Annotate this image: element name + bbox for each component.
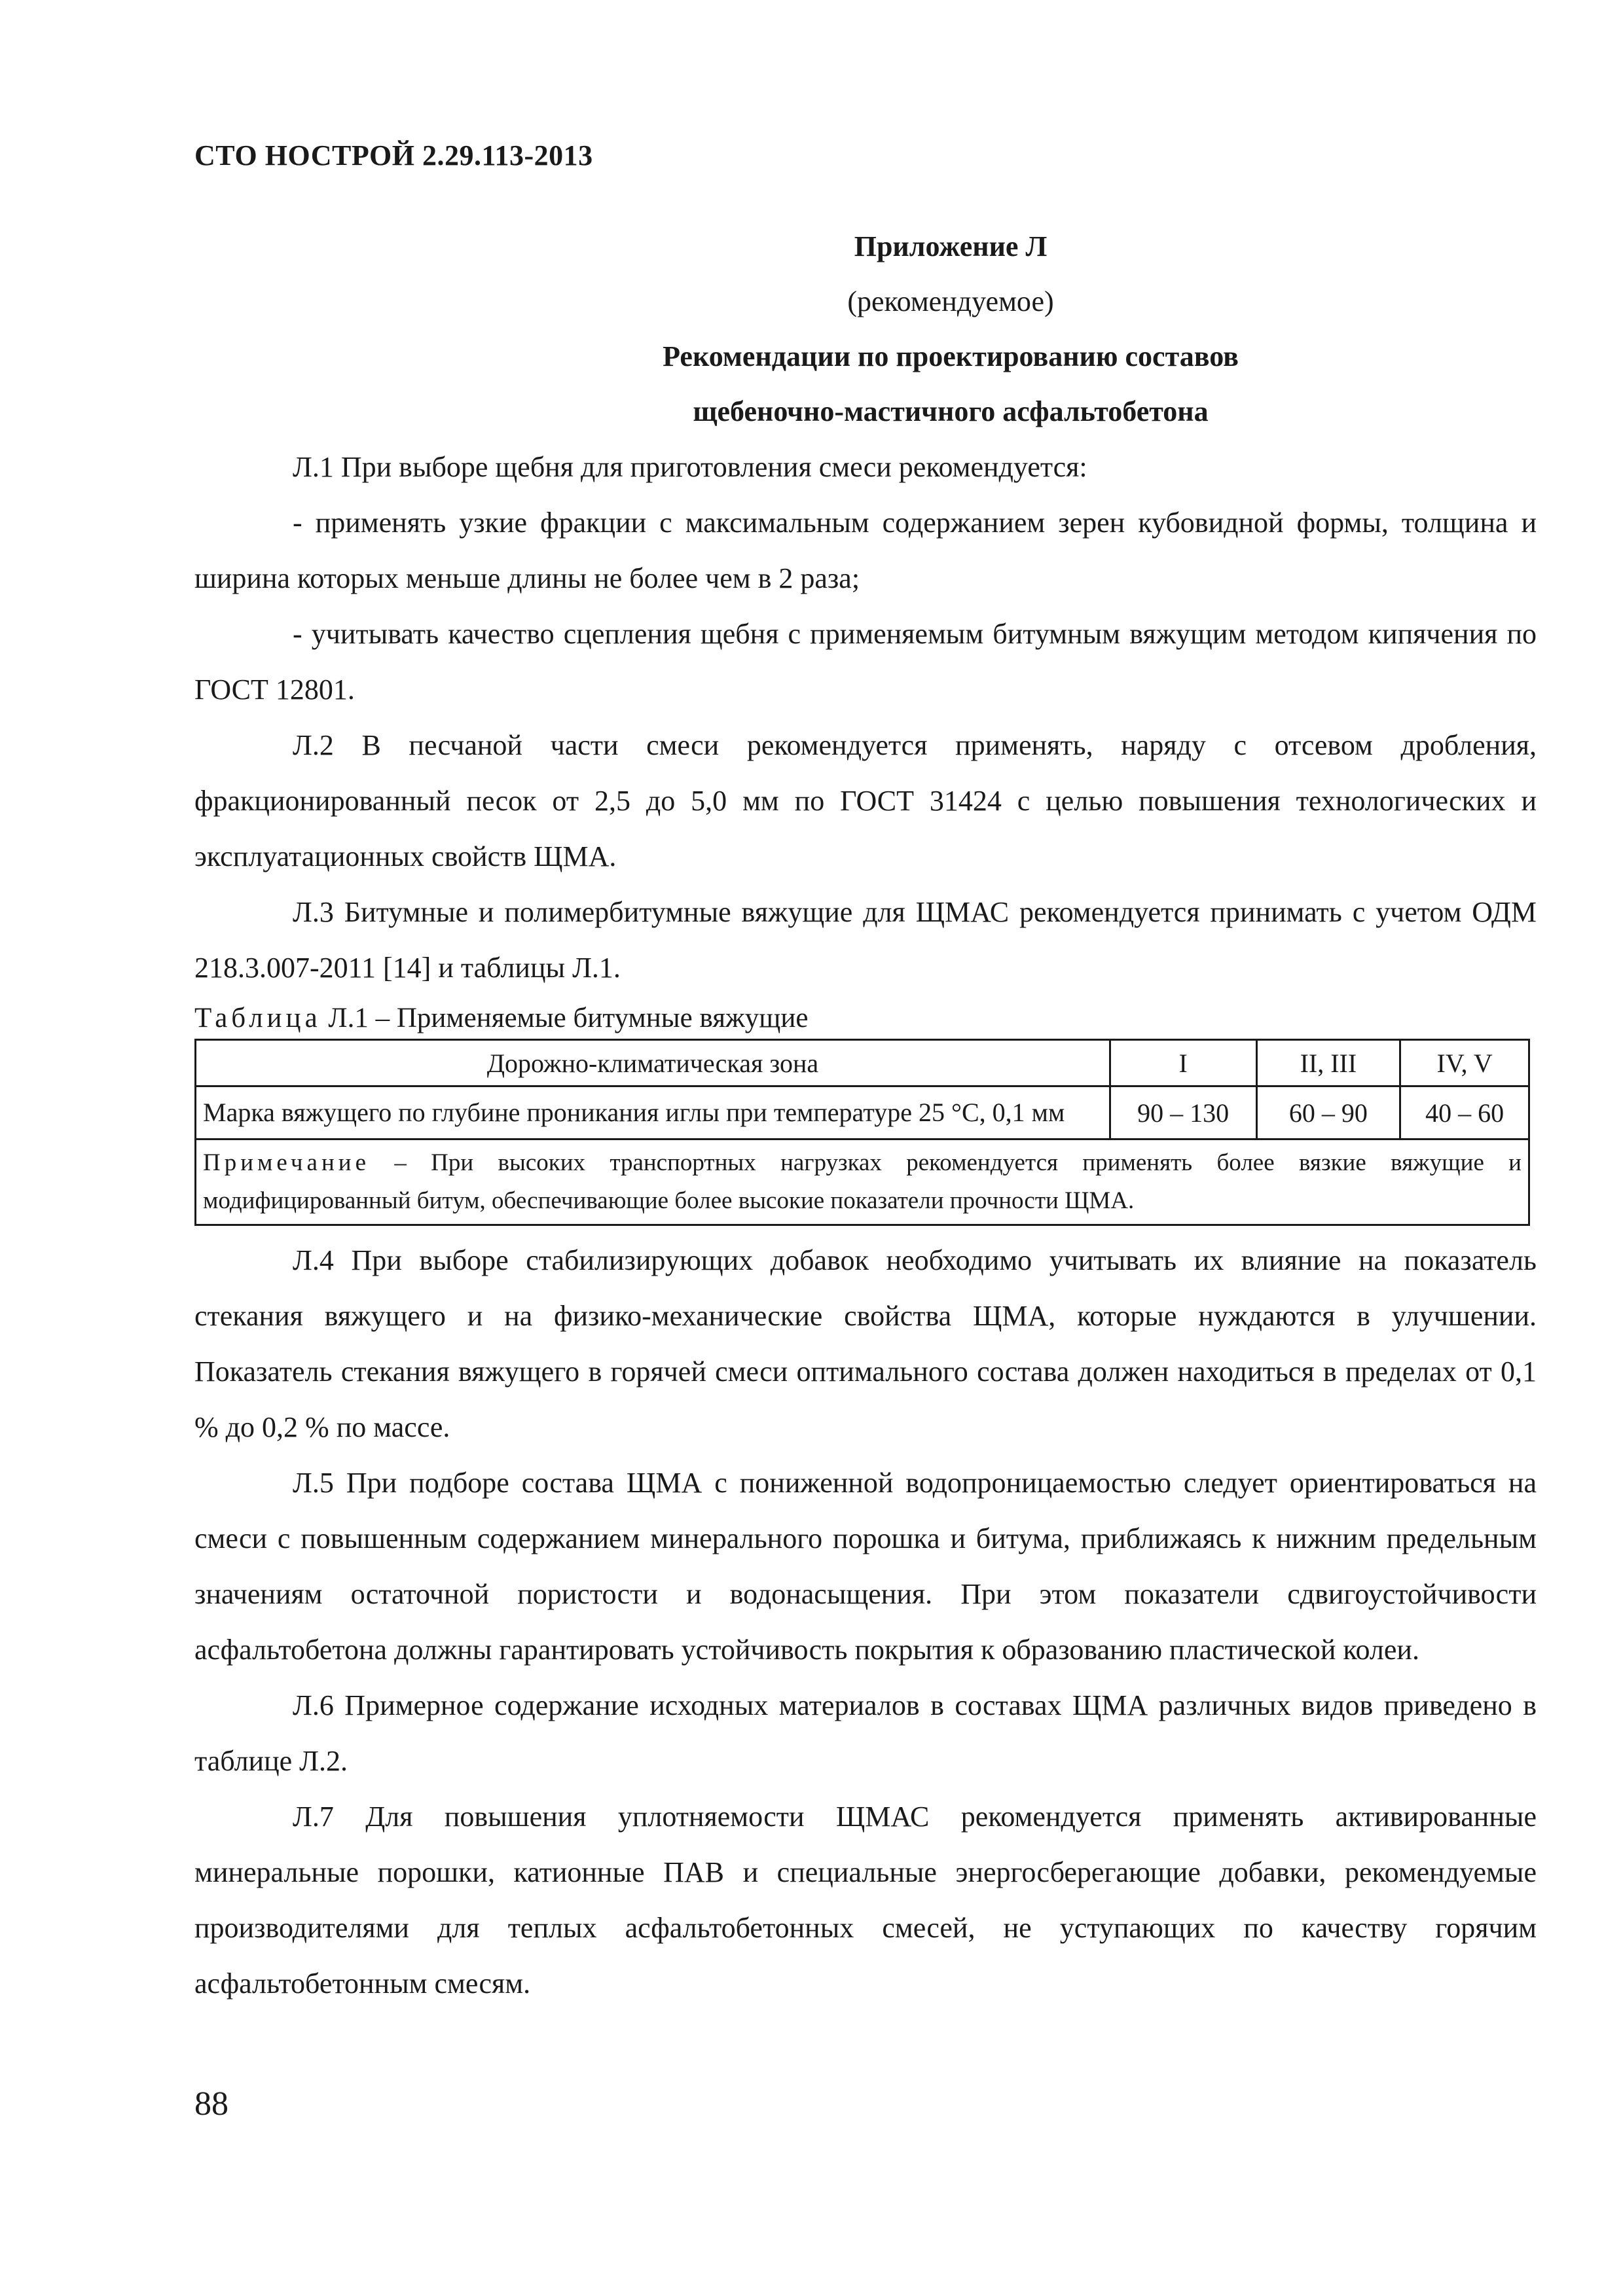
paragraph-l1-item1: - применять узкие фракции с максимальным содержанием зерен кубовидной формы, толщина и ширина которых меньше длины не более чем в 2 раза; xyxy=(194,507,1537,594)
table-note-text: – При высоких транспортных нагрузках рекомендуется применять более вязкие вяжущие и модифицированный битум, обеспечивающие более высокие показатели прочности ЩМА. xyxy=(203,1149,1522,1214)
paragraph-l5: Л.5 При подборе состава ЩМА с пониженной водопроницаемостью следует ориентироваться на смеси с повышенным содержанием минерального порошка и битума, приближаясь к нижним предельным значениям остаточной пористости и водонасыщения. При этом показатели сдвигоустойчивости асфальтобетона должны гарантировать устойчивость покрытия к образованию пластической колеи. xyxy=(194,1467,1537,1666)
paragraph-l7: Л.7 Для повышения уплотняемости ЩМАС рекомендуется применять активированные минеральные порошки, катионные ПАВ и специальные энергосберегающие добавки, рекомендуемые производителями для теплых асфальтобетонных смесей, не уступающих по качеству горячим асфальтобетонным смесям. xyxy=(194,1801,1537,2000)
paragraph-l6: Л.6 Примерное содержание исходных материалов в составах ЩМА различных видов приведено в таблице Л.2. xyxy=(194,1689,1537,1777)
table-header-cell: IV, V xyxy=(1400,1040,1529,1086)
table-caption-text: Л.1 – Применяемые битумные вяжущие xyxy=(328,1003,809,1033)
table-cell: 90 – 130 xyxy=(1110,1086,1256,1139)
table-caption-label: Таблица xyxy=(194,1003,321,1033)
table-caption xyxy=(194,999,1537,1037)
table-header-cell: I xyxy=(1110,1040,1256,1086)
page-number: 88 xyxy=(194,2085,228,2123)
table-cell: 60 – 90 xyxy=(1256,1086,1400,1139)
page-content xyxy=(194,219,1537,2011)
paragraph-l1-item2: - учитывать качество сцепления щебня с применяемым битумным вяжущим методом кипячения по ГОСТ 12801. xyxy=(194,618,1537,706)
paragraph-l1-intro: Л.1 При выборе щебня для приготовления смеси рекомендуется: xyxy=(293,451,1087,483)
appendix-heading-line1: Рекомендации по проектированию составов xyxy=(663,340,1239,372)
appendix-status: (рекомендуемое) xyxy=(847,285,1054,317)
paragraph-l2: Л.2 В песчаной части смеси рекомендуется применять, наряду с отсевом дробления, фракционированный песок от 2,5 до 5,0 мм по ГОСТ 31424 с целью повышения технологических и эксплуатационных свойств ЩМА. xyxy=(194,729,1537,872)
table-row xyxy=(196,1086,1529,1139)
standard-code-header: СТО НОСТРОЙ 2.29.113-2013 xyxy=(194,139,593,171)
paragraph-l3: Л.3 Битумные и полимербитумные вяжущие для ЩМАС рекомендуется принимать с учетом ОДМ 218.3.007-2011 [14] и таблицы Л.1. xyxy=(194,896,1537,984)
table-header-cell: II, III xyxy=(1256,1040,1400,1086)
table-note-label: Примечание xyxy=(203,1149,370,1176)
table-header-row xyxy=(196,1040,1529,1086)
table-cell: 40 – 60 xyxy=(1400,1086,1529,1139)
appendix-heading-line2: щебеночно-мастичного асфальтобетона xyxy=(693,395,1209,427)
table-header-cell: Дорожно-климатическая зона xyxy=(196,1040,1110,1086)
table-note xyxy=(196,1139,1529,1225)
table-note-row xyxy=(196,1139,1529,1225)
table-row-label: Марка вяжущего по глубине проникания иглы при температуре 25 °С, 0,1 мм xyxy=(196,1086,1110,1139)
binders-table xyxy=(194,1039,1530,1226)
appendix-title: Приложение Л xyxy=(854,230,1048,262)
paragraph-l4: Л.4 При выборе стабилизирующих добавок необходимо учитывать их влияние на показатель стекания вяжущего и на физико-механические свойства ЩМА, которые нуждаются в улучшении. Показатель стекания вяжущего в горячей смеси оптимального состава должен находиться в пределах от 0,1 % до 0,2 % по массе. xyxy=(194,1244,1537,1443)
